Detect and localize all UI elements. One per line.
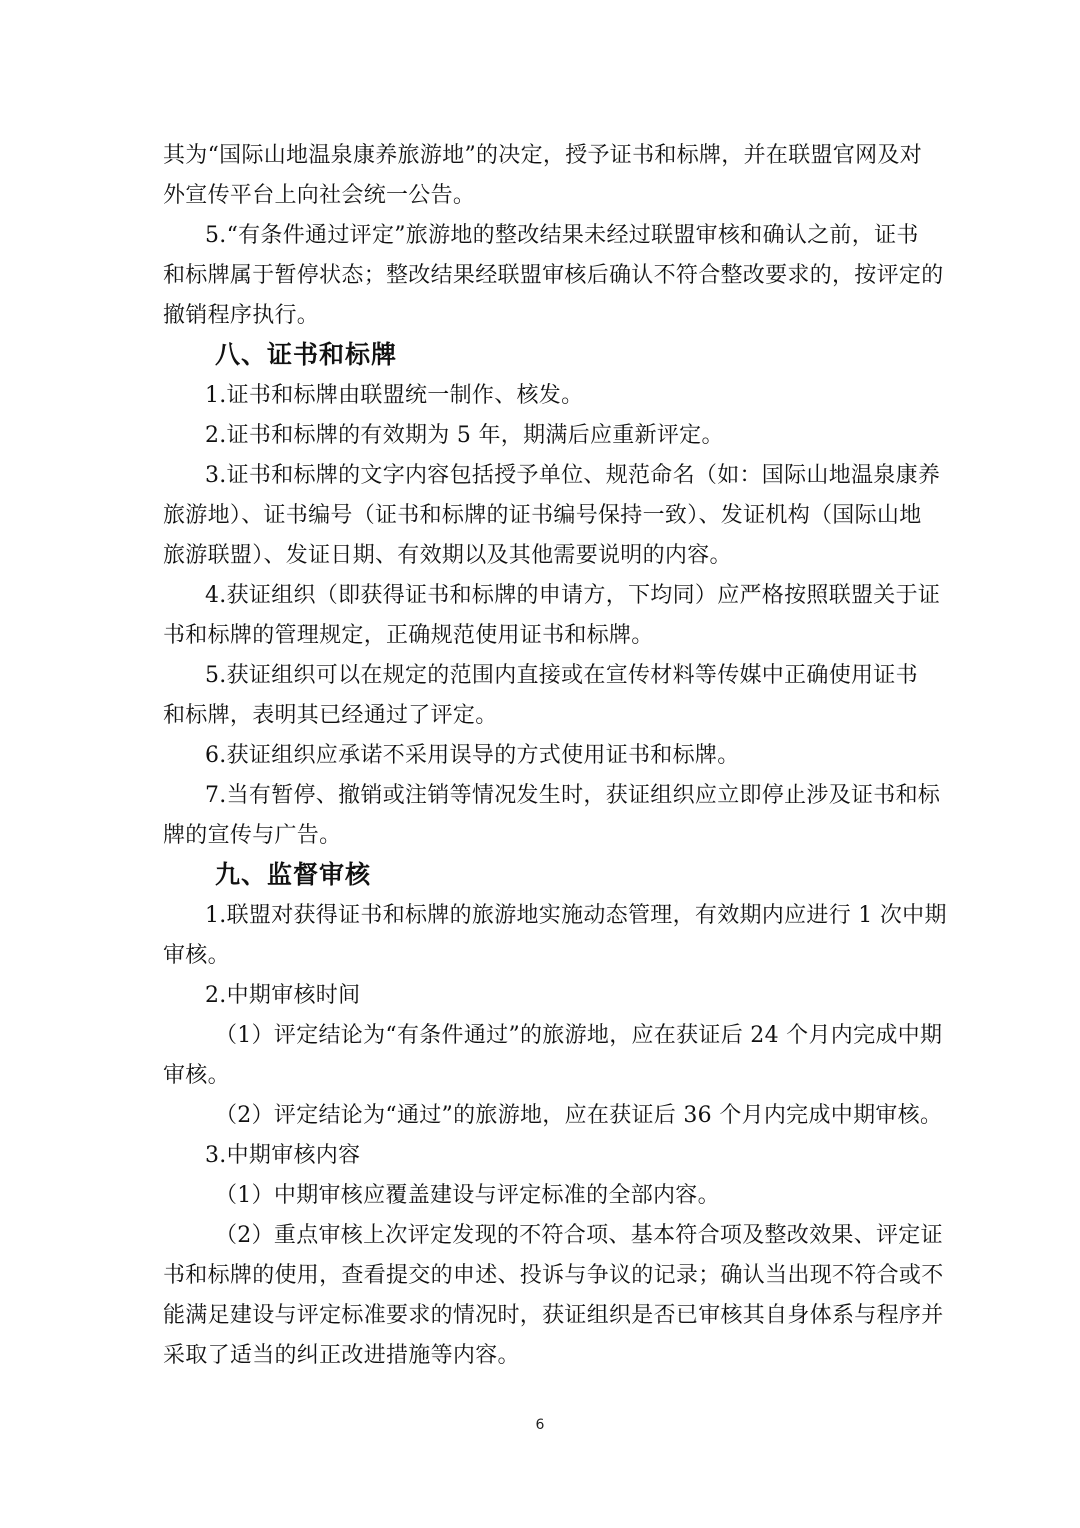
list-item: 4.获证组织（即获得证书和标牌的申请方，下均同）应严格按照联盟关于证 <box>205 583 941 608</box>
list-item: 7.当有暂停、撤销或注销等情况发生时，获证组织应立即停止涉及证书和标 <box>205 783 941 808</box>
paragraph-line: 外宣传平台上向社会统一公告。 <box>163 183 476 208</box>
page-number: 6 <box>535 1417 545 1433</box>
paragraph-line: 采取了适当的纠正改进措施等内容。 <box>163 1343 520 1368</box>
paragraph-line: 和标牌属于暂停状态；整改结果经联盟审核后确认不符合整改要求的，按评定的 <box>163 263 944 288</box>
paragraph-line: 牌的宣传与广告。 <box>163 823 342 848</box>
list-item: 2.中期审核时间 <box>205 983 361 1008</box>
sub-list-item: （2）重点审核上次评定发现的不符合项、基本符合项及整改效果、评定证 <box>215 1223 943 1248</box>
paragraph-line: 书和标牌的管理规定，正确规范使用证书和标牌。 <box>163 623 654 648</box>
section-heading: 九、监督审核 <box>215 860 372 889</box>
sub-list-item: （1）中期审核应覆盖建设与评定标准的全部内容。 <box>215 1183 720 1208</box>
paragraph-line: 撤销程序执行。 <box>163 303 320 328</box>
list-item: 3.证书和标牌的文字内容包括授予单位、规范命名（如：国际山地温泉康养 <box>205 463 941 488</box>
section-heading: 八、证书和标牌 <box>215 340 398 369</box>
paragraph-line: 书和标牌的使用，查看提交的申述、投诉与争议的记录；确认当出现不符合或不 <box>163 1263 944 1288</box>
sub-list-item: （1）评定结论为“有条件通过”的旅游地，应在获证后 24 个月内完成中期 <box>215 1023 943 1048</box>
list-item: 5.获证组织可以在规定的范围内直接或在宣传材料等传媒中正确使用证书 <box>205 663 918 688</box>
list-item: 3.中期审核内容 <box>205 1143 361 1168</box>
list-item: 5.“有条件通过评定”旅游地的整改结果未经过联盟审核和确认之前，证书 <box>205 223 919 248</box>
list-item: 1.证书和标牌由联盟统一制作、核发。 <box>205 383 584 408</box>
paragraph-line: 能满足建设与评定标准要求的情况时，获证组织是否已审核其自身体系与程序并 <box>163 1303 944 1328</box>
paragraph-line: 旅游联盟）、发证日期、有效期以及其他需要说明的内容。 <box>163 543 732 568</box>
paragraph-line: 其为“国际山地温泉康养旅游地”的决定，授予证书和标牌，并在联盟官网及对 <box>163 143 922 168</box>
paragraph-line: 审核。 <box>163 1063 230 1088</box>
list-item: 6.获证组织应承诺不采用误导的方式使用证书和标牌。 <box>205 743 740 768</box>
sub-list-item: （2）评定结论为“通过”的旅游地，应在获证后 36 个月内完成中期审核。 <box>215 1103 943 1128</box>
list-item: 1.联盟对获得证书和标牌的旅游地实施动态管理，有效期内应进行 1 次中期 <box>205 903 947 928</box>
paragraph-line: 审核。 <box>163 943 230 968</box>
paragraph-line: 和标牌，表明其已经通过了评定。 <box>163 703 498 728</box>
list-item: 2.证书和标牌的有效期为 5 年，期满后应重新评定。 <box>205 423 724 448</box>
paragraph-line: 旅游地）、证书编号（证书和标牌的证书编号保持一致）、发证机构（国际山地 <box>163 503 922 528</box>
